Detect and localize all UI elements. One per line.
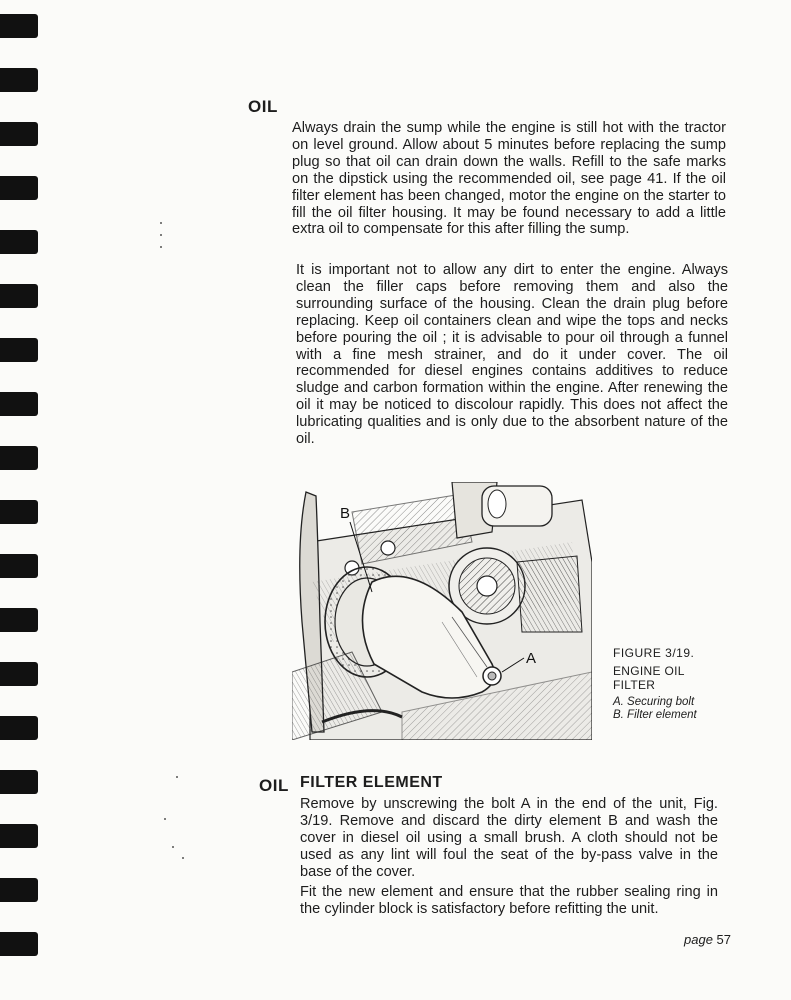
label-a: A bbox=[526, 650, 537, 667]
scan-speck bbox=[182, 857, 184, 859]
oil-heading: OIL bbox=[248, 97, 278, 116]
figure-legend-b: B. Filter element bbox=[613, 709, 697, 721]
filter-paragraph-1: Remove by unscrewing the bolt A in the end of the unit, Fig. 3/19. Remove and discard the dirty element B and wash the cover in diesel oil using a small brush. A cloth should not be used as any lint will foul the seat of the by-pass valve in the base of the cover. bbox=[300, 796, 718, 880]
spiral-binding bbox=[0, 0, 42, 1000]
figure-number: FIGURE 3/19. bbox=[613, 646, 695, 660]
scan-speck bbox=[172, 846, 174, 848]
page-number-value: 57 bbox=[716, 932, 732, 947]
label-b: B bbox=[340, 505, 351, 522]
oil-paragraph-2: It is important not to allow any dirt to enter the engine. Always clean the filler caps before removing them and also the surrounding surface of the housing. Clean the drain plug before replacing. Keep oil containers clean and wipe the tops and necks before pouring the oil ; it is advisable to pour oil through a funnel with a fine mesh strainer, and do it under cover. The oil recommended for diesel engines contains additives to reduce sludge and carbon formation within the engine. After renewing the oil it may be noticed to discolour rapidly. This does not affect the lubricating qualities and is only due to the absorbent nature of the oil. bbox=[296, 262, 728, 448]
figure-title-line-2: FILTER bbox=[613, 678, 656, 692]
oil-paragraph-1: Always drain the sump while the engine is still hot with the tractor on level ground. Allow about 5 minutes before replacing the sump plug so that oil can drain down the walls. Refill to the safe marks on the dipstick using the recommended oil, see page 41. If the oil filter element has been changed, motor the engine on the starter to fill the oil filter housing. It may be found necessary to add a little extra oil to compensate for this after filling the sump. bbox=[292, 120, 726, 238]
filter-paragraph-2: Fit the new element and ensure that the rubber sealing ring in the cylinder block is satisfactory before refitting the unit. bbox=[300, 884, 718, 917]
page-number bbox=[684, 932, 731, 947]
figure-title bbox=[613, 664, 743, 692]
scan-speck bbox=[160, 234, 162, 236]
scan-speck bbox=[164, 818, 166, 820]
figure-title-line-1: ENGINE OIL bbox=[613, 664, 685, 678]
scan-speck bbox=[176, 776, 178, 778]
figure-caption bbox=[613, 646, 743, 722]
page-label: page bbox=[684, 932, 713, 947]
scan-speck bbox=[160, 246, 162, 248]
figure-legend-a: A. Securing bolt bbox=[613, 696, 695, 708]
engine-oil-filter-illustration bbox=[292, 482, 592, 740]
filter-heading-prefix: OIL bbox=[259, 776, 289, 795]
scan-speck bbox=[160, 222, 162, 224]
filter-heading: FILTER ELEMENT bbox=[300, 774, 443, 791]
